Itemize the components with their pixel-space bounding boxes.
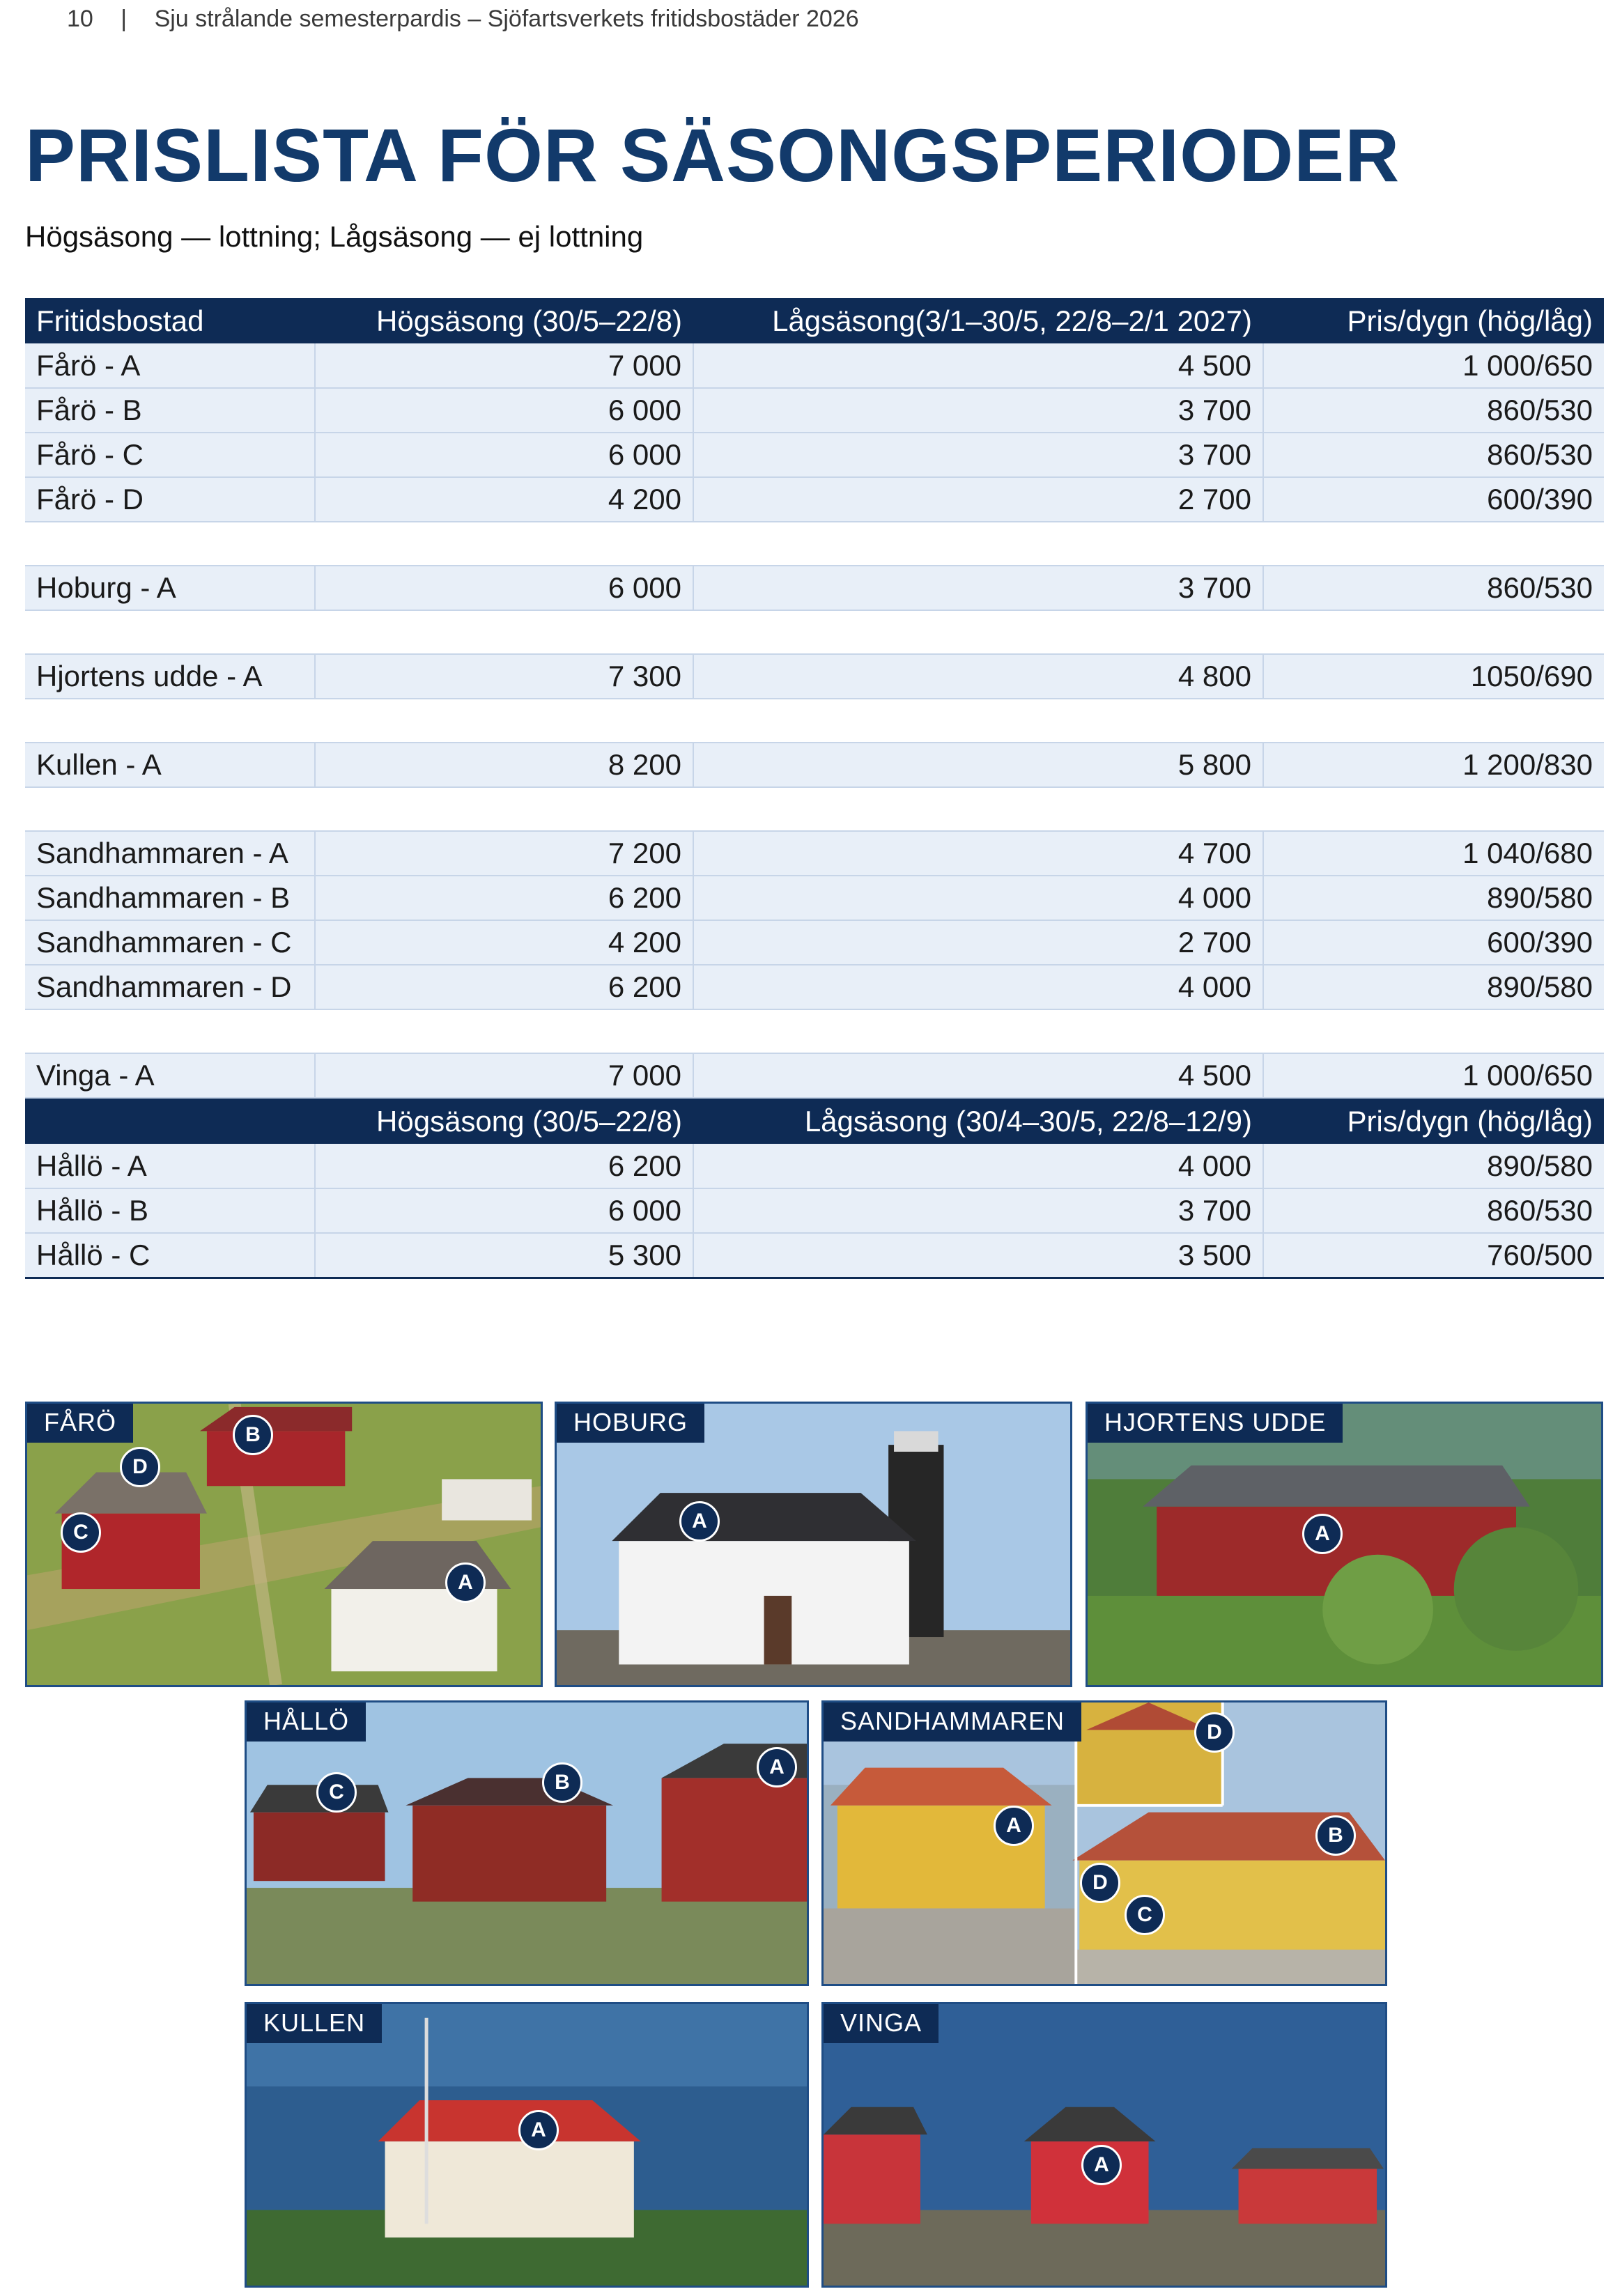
- cell-property: Sandhammaren - A: [25, 831, 315, 876]
- cell-low-season: 4 800: [693, 654, 1263, 699]
- photo-sandhammaren: [821, 1700, 1387, 1986]
- table-row: [25, 1233, 1604, 1278]
- table-row: [25, 920, 1604, 965]
- cell-low-season: 3 700: [693, 566, 1263, 610]
- cell-property: Hållö - A: [25, 1144, 315, 1188]
- column-header: Lågsäsong (30/4–30/5, 22/8–12/9): [693, 1098, 1263, 1144]
- cell-low-season: 2 700: [693, 477, 1263, 522]
- marker-b: B: [1315, 1815, 1356, 1856]
- marker-c: C: [1125, 1895, 1165, 1935]
- cell-property: Fårö - D: [25, 477, 315, 522]
- table-row: [25, 876, 1604, 920]
- cell-price-per-day: 1 000/650: [1263, 343, 1604, 388]
- cell-property: Sandhammaren - D: [25, 965, 315, 1009]
- cell-low-season: 3 500: [693, 1233, 1263, 1278]
- cell-price-per-day: 600/390: [1263, 477, 1604, 522]
- photo-label: HÅLLÖ: [247, 1702, 366, 1742]
- photo-label: HOBURG: [557, 1404, 704, 1443]
- table-row: [25, 1188, 1604, 1233]
- cell-high-season: 6 000: [315, 433, 693, 477]
- publication-title: Sju strålande semesterpardis – Sjöfartsverkets fritidsbostäder 2026: [154, 6, 859, 32]
- cell-low-season: 3 700: [693, 1188, 1263, 1233]
- photo-label: SANDHAMMAREN: [824, 1702, 1081, 1742]
- cell-low-season: 4 000: [693, 1144, 1263, 1188]
- cell-price-per-day: 1 040/680: [1263, 831, 1604, 876]
- cell-high-season: 6 000: [315, 1188, 693, 1233]
- photo-hoburg: [555, 1402, 1072, 1687]
- column-header: Högsäsong (30/5–22/8): [315, 298, 693, 343]
- table-spacer-row: [25, 699, 1604, 743]
- photo-hoburg-image: [557, 1404, 1070, 1685]
- column-header: Fritidsbostad: [25, 298, 315, 343]
- photo-label: VINGA: [824, 2004, 939, 2043]
- table-header-row: [25, 298, 1604, 343]
- cell-price-per-day: 1050/690: [1263, 654, 1604, 699]
- cell-low-season: 3 700: [693, 433, 1263, 477]
- marker-a: A: [445, 1562, 486, 1603]
- cell-price-per-day: 860/530: [1263, 1188, 1604, 1233]
- cell-high-season: 6 200: [315, 876, 693, 920]
- column-header: Pris/dygn (hög/låg): [1263, 298, 1604, 343]
- table-spacer-row: [25, 522, 1604, 566]
- marker-a: A: [994, 1806, 1034, 1846]
- cell-high-season: 7 200: [315, 831, 693, 876]
- column-header: Lågsäsong(3/1–30/5, 22/8–2/1 2027): [693, 298, 1263, 343]
- photo-sandhammaren-image: [824, 1702, 1385, 1984]
- marker-a: A: [757, 1747, 797, 1787]
- photo-vinga: [821, 2002, 1387, 2288]
- page-header: [67, 6, 859, 33]
- cell-low-season: 2 700: [693, 920, 1263, 965]
- cell-property: Sandhammaren - B: [25, 876, 315, 920]
- marker-a: A: [518, 2110, 559, 2150]
- cell-high-season: 6 000: [315, 566, 693, 610]
- page-subtitle: Högsäsong — lottning; Lågsäsong — ej lottning: [25, 220, 644, 253]
- cell-property: Vinga - A: [25, 1053, 315, 1098]
- table-row: [25, 477, 1604, 522]
- column-header: [25, 1098, 315, 1144]
- marker-d: D: [120, 1447, 160, 1487]
- cell-price-per-day: 890/580: [1263, 1144, 1604, 1188]
- cell-low-season: 4 000: [693, 876, 1263, 920]
- cell-low-season: 4 700: [693, 831, 1263, 876]
- marker-d: D: [1080, 1863, 1120, 1903]
- marker-c: C: [316, 1772, 357, 1813]
- cell-low-season: 4 500: [693, 1053, 1263, 1098]
- spacer-cell: [25, 787, 1604, 831]
- cell-low-season: 4 000: [693, 965, 1263, 1009]
- table-row: [25, 433, 1604, 477]
- marker-b: B: [542, 1762, 582, 1803]
- photo-kullen: [245, 2002, 809, 2288]
- photo-hallo: [245, 1700, 809, 1986]
- cell-property: Kullen - A: [25, 743, 315, 787]
- cell-high-season: 8 200: [315, 743, 693, 787]
- cell-low-season: 3 700: [693, 388, 1263, 433]
- cell-price-per-day: 860/530: [1263, 566, 1604, 610]
- table-row: [25, 654, 1604, 699]
- photo-hjortens-udde: [1086, 1402, 1603, 1687]
- spacer-cell: [25, 610, 1604, 654]
- cell-low-season: 5 800: [693, 743, 1263, 787]
- photo-hallo-image: [247, 1702, 807, 1984]
- cell-price-per-day: 760/500: [1263, 1233, 1604, 1278]
- spacer-cell: [25, 1009, 1604, 1053]
- spacer-cell: [25, 522, 1604, 566]
- cell-property: Hjortens udde - A: [25, 654, 315, 699]
- cell-low-season: 4 500: [693, 343, 1263, 388]
- table-row: [25, 965, 1604, 1009]
- cell-price-per-day: 890/580: [1263, 965, 1604, 1009]
- table-row: [25, 388, 1604, 433]
- table-spacer-row: [25, 1009, 1604, 1053]
- cell-high-season: 6 200: [315, 1144, 693, 1188]
- photo-label: FÅRÖ: [27, 1404, 133, 1443]
- cell-price-per-day: 600/390: [1263, 920, 1604, 965]
- table-row: [25, 343, 1604, 388]
- marker-a: A: [1081, 2145, 1122, 2185]
- cell-property: Hållö - C: [25, 1233, 315, 1278]
- photo-label: KULLEN: [247, 2004, 382, 2043]
- table-row: [25, 1144, 1604, 1188]
- marker-d: D: [1194, 1712, 1235, 1753]
- cell-property: Fårö - B: [25, 388, 315, 433]
- cell-property: Fårö - C: [25, 433, 315, 477]
- cell-price-per-day: 1 000/650: [1263, 1053, 1604, 1098]
- header-separator: |: [121, 6, 128, 32]
- marker-a: A: [679, 1501, 720, 1542]
- cell-price-per-day: 860/530: [1263, 433, 1604, 477]
- cell-high-season: 7 000: [315, 343, 693, 388]
- marker-c: C: [61, 1512, 101, 1553]
- marker-a: A: [1302, 1514, 1343, 1554]
- cell-property: Hållö - B: [25, 1188, 315, 1233]
- photo-hjortens-udde-image: [1088, 1404, 1601, 1685]
- column-header: Högsäsong (30/5–22/8): [315, 1098, 693, 1144]
- cell-property: Fårö - A: [25, 343, 315, 388]
- table-row: [25, 743, 1604, 787]
- cell-price-per-day: 860/530: [1263, 388, 1604, 433]
- cell-high-season: 6 000: [315, 388, 693, 433]
- cell-high-season: 5 300: [315, 1233, 693, 1278]
- price-table: [25, 298, 1604, 1279]
- table-row: [25, 1053, 1604, 1098]
- table-spacer-row: [25, 610, 1604, 654]
- cell-property: Hoburg - A: [25, 566, 315, 610]
- photo-label: HJORTENS UDDE: [1088, 1404, 1343, 1443]
- cell-price-per-day: 890/580: [1263, 876, 1604, 920]
- page-number: 10: [67, 6, 93, 32]
- photo-faro-image: [27, 1404, 541, 1685]
- table-row: [25, 831, 1604, 876]
- cell-high-season: 6 200: [315, 965, 693, 1009]
- cell-high-season: 7 300: [315, 654, 693, 699]
- table-spacer-row: [25, 787, 1604, 831]
- photo-faro: [25, 1402, 543, 1687]
- cell-property: Sandhammaren - C: [25, 920, 315, 965]
- cell-price-per-day: 1 200/830: [1263, 743, 1604, 787]
- spacer-cell: [25, 699, 1604, 743]
- cell-high-season: 7 000: [315, 1053, 693, 1098]
- marker-b: B: [233, 1415, 273, 1455]
- table-row: [25, 566, 1604, 610]
- column-header: Pris/dygn (hög/låg): [1263, 1098, 1604, 1144]
- cell-high-season: 4 200: [315, 477, 693, 522]
- page-title: PRISLISTA FÖR SÄSONGSPERIODER: [25, 113, 1400, 197]
- table-header-row-2: [25, 1098, 1604, 1144]
- cell-high-season: 4 200: [315, 920, 693, 965]
